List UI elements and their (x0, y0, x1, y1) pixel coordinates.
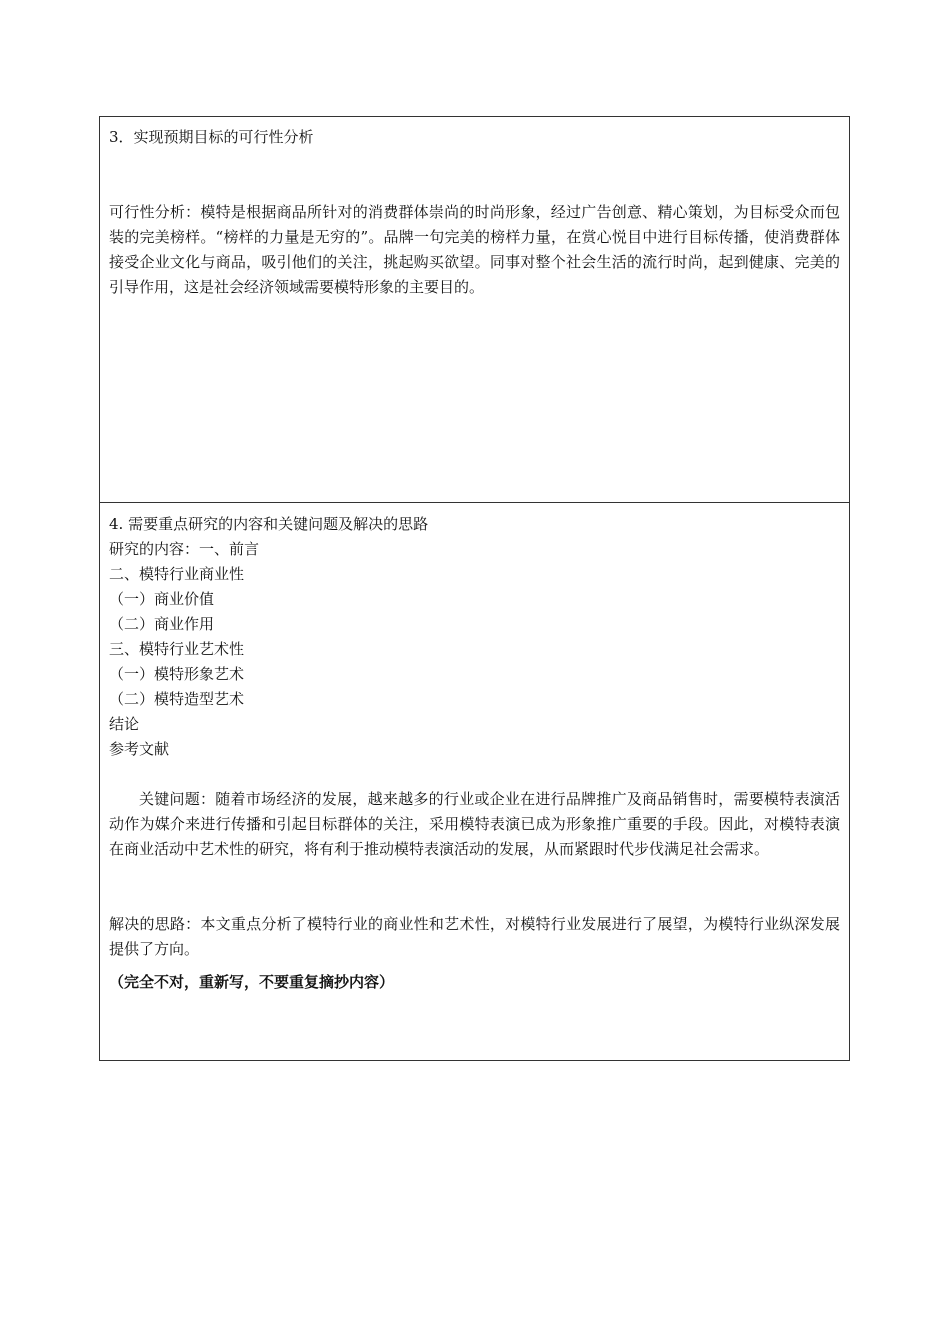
feasibility-body: 可行性分析：模特是根据商品所针对的消费群体崇尚的时尚形象，经过广告创意、精心策划，为目标受众而包装的完美榜样。“榜样的力量是无穷的”。品牌一句完美的榜样力量，在赏心悦目中进行目标传播，使消费群体接受企业文化与商品，吸引他们的关注，挑起购买欲望。同事对整个社会生活的流行时尚，起到健康、完美的引导作用，这是社会经济领域需要模特形象的主要目的。 (109, 203, 840, 296)
outline-item: （一）模特形象艺术 (109, 665, 245, 683)
solution-paragraph: 解决的思路：本文重点分析了模特行业的商业性和艺术性，对模特行业发展进行了展望，为模特行业纵深发展提供了方向。 (109, 915, 840, 958)
outline-item: 结论 (109, 715, 140, 733)
feasibility-heading: 3．实现预期目标的可行性分析 (109, 128, 314, 146)
outline-item: 研究的内容：一、前言 (109, 540, 260, 558)
research-content-section (100, 503, 849, 1060)
key-issue-paragraph: 关键问题：随着市场经济的发展，越来越多的行业或企业在进行品牌推广及商品销售时，需要模特表演活动作为媒介来进行传播和引起目标群体的关注，采用模特表演已成为形象推广重要的手段。因此，对模特表演在商业活动中艺术性的研究，将有利于推动模特表演活动的发展，从而紧跟时代步伐满足社会需求。 (109, 790, 840, 858)
outline-item: 二、模特行业商业性 (109, 565, 245, 583)
research-heading: 4. 需要重点研究的内容和关键问题及解决的思路 (109, 515, 429, 533)
feasibility-section (100, 117, 849, 503)
blank-line (109, 175, 840, 200)
outline-item: （一）商业价值 (109, 590, 215, 608)
outline-item: （二）模特造型艺术 (109, 690, 245, 708)
outline-item: 三、模特行业艺术性 (109, 640, 245, 658)
outline-item: 参考文献 (109, 740, 170, 758)
outline-item: （二）商业作用 (109, 615, 215, 633)
blank-line (109, 762, 840, 787)
reviewer-note: （完全不对，重新写，不要重复摘抄内容） (109, 973, 395, 991)
proposal-table (99, 116, 850, 1061)
blank-line (109, 887, 840, 912)
blank-line (109, 862, 840, 887)
